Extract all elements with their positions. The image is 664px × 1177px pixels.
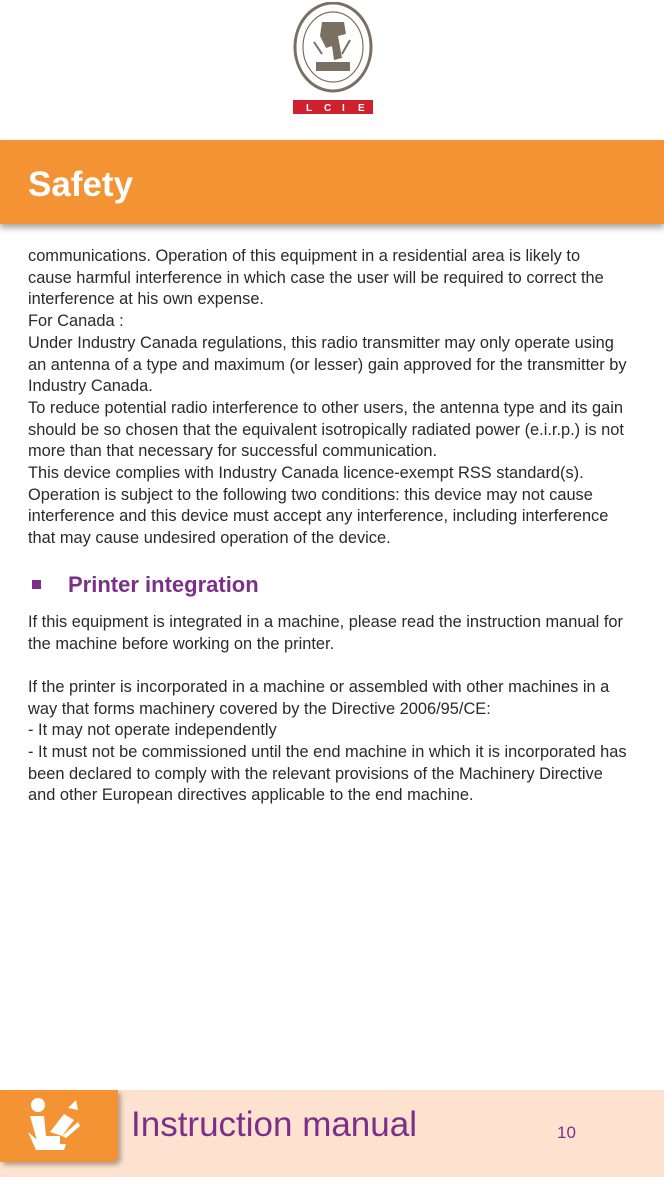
page-number: 10 [557, 1123, 576, 1142]
paragraph-industry-canada: Under Industry Canada regulations, this radio transmitter may only operate using an antenna of a type and maximum (or lesser) gain approved for the transmitter by Industry Canada. [28, 333, 627, 396]
section-heading-text: Printer integration [68, 571, 259, 597]
square-bullet-icon [32, 580, 41, 589]
reader-book-icon [24, 1096, 82, 1152]
bureau-veritas-lcie-logo [292, 2, 374, 114]
svg-text:C: C [324, 103, 332, 114]
paragraph-rss-compliance: This device complies with Industry Canada licence-exempt RSS standard(s). Operation is subject to the following two conditions: this device may not cause interference and this device must accept any interference, including interference that may cause undesired operation of the device. [28, 464, 609, 548]
paragraph-antenna: To reduce potential radio interference to other users, the antenna type and its gain should be so chosen that the equivalent isotropically radiated power (e.i.r.p.) is not more than that necessary for successful communication. [28, 398, 624, 461]
list-item-independent: - It may not operate independently [28, 721, 277, 740]
footer-icon-tab [0, 1090, 118, 1162]
paragraph-integration: If this equipment is integrated in a machine, please read the instruction manual for the machine before working on the printer. [28, 612, 623, 653]
footer-band [0, 1090, 664, 1177]
paragraph-directive: If the printer is incorporated in a machine or assembled with other machines in a way that forms machinery covered by the Directive 2006/95/CE: [28, 677, 610, 718]
paragraph-spacer [28, 655, 628, 677]
svg-text:I: I [342, 103, 345, 114]
paragraph-for-canada: For Canada : [28, 312, 124, 331]
section-header-band [0, 140, 664, 224]
svg-text:E: E [358, 103, 365, 114]
section-heading-printer-integration [28, 572, 628, 598]
page-title: Safety [28, 165, 134, 204]
main-content [28, 246, 628, 807]
svg-text:L: L [306, 103, 313, 114]
paragraph-residential: communications. Operation of this equipment in a residential area is likely to cause harmful interference in which case the user will be required to correct the interference at his own expense. [28, 247, 604, 309]
list-item-commissioning: - It must not be commissioned until the end machine in which it is incorporated has been declared to comply with the relevant provisions of the Machinery Directive and other European directives applicable to the end machine. [28, 743, 627, 805]
footer-title: Instruction manual [131, 1105, 417, 1144]
bureau-veritas-seal-icon [292, 2, 374, 114]
